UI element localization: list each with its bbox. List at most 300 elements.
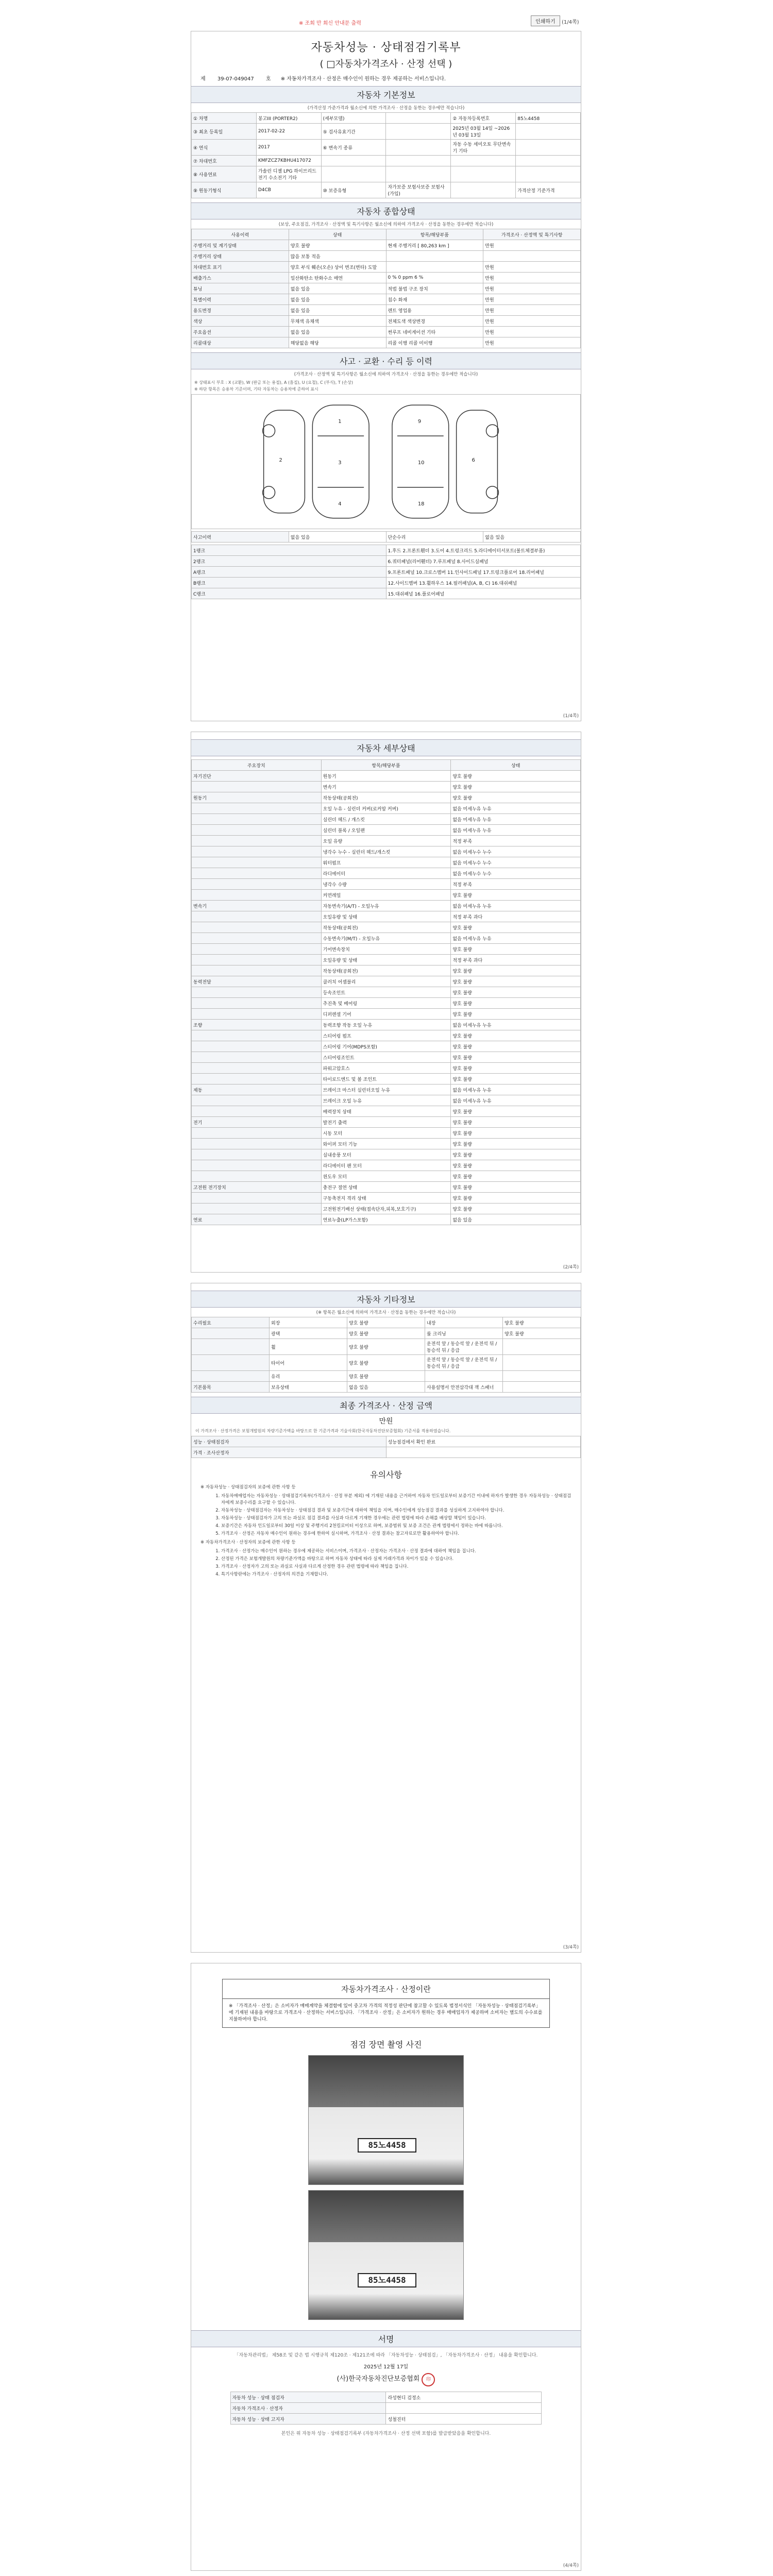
device-label (192, 1030, 322, 1041)
item-label: 외장 (270, 1317, 347, 1328)
device-label (192, 890, 322, 901)
field-value (386, 113, 451, 124)
device-label: 자기진단 (192, 771, 322, 782)
part-label: 냉각수 누수 - 실린더 헤드/개스킷 (321, 846, 451, 857)
status-value: 양호 불량 (451, 965, 581, 976)
status-value: 양호 불량 (451, 987, 581, 998)
column-header: 상태 (451, 760, 581, 771)
table-row (192, 998, 581, 1009)
notice-subtitle-1: ※ 자동차성능 · 상태점검자의 보증에 관한 사항 등 (200, 1485, 296, 1490)
status-value: 양호 불량 (289, 240, 386, 251)
table-row (192, 578, 581, 588)
part-label: 윈도우 모터 (321, 1171, 451, 1182)
table-row (192, 567, 581, 578)
svg-text:3: 3 (338, 460, 342, 466)
part-detail (386, 262, 483, 273)
svg-text:6: 6 (472, 457, 475, 463)
table-row (192, 987, 581, 998)
table-header-row (192, 229, 581, 240)
field-value: 2017 (256, 140, 321, 156)
device-label (192, 987, 322, 998)
table-row (192, 140, 581, 156)
svg-text:1: 1 (338, 419, 342, 425)
status-value: 없음 있음 (289, 283, 386, 294)
field-value (386, 140, 451, 156)
table-row (192, 1117, 581, 1128)
table-row (192, 1149, 581, 1160)
table-row (192, 1339, 581, 1355)
accident-note: (가격조사 · 산정액 및 특기사항은 월소신에 의하여 가격조사 · 산정을 동한는 경우에만 적습니다) (294, 372, 478, 377)
part-label: 고전원전기배선 상태(접속단자,피복,보호기구) (321, 1204, 451, 1214)
inspection-photo-rear (308, 2190, 464, 2320)
table-row (192, 1436, 581, 1447)
price-note: 만원 (483, 262, 581, 273)
signer-role: 자동차 가격조사 · 산정자 (230, 2403, 386, 2414)
device-label (192, 836, 322, 846)
table-row (192, 556, 581, 567)
status-value: 양호 불량 (451, 1182, 581, 1193)
part-label: 냉각수 수량 (321, 879, 451, 890)
accident-legend: ※ 상태표시 부호 : X (교환), W (판금 또는 용접), A (흠집), U (요철), C (부식), T (손상) (194, 380, 354, 385)
table-row (192, 1382, 581, 1393)
part-label: 구동축전지 격리 상태 (321, 1193, 451, 1204)
notice-item: 5. 가격조사 · 산정은 자동차 매수인이 원하는 경우에 한하여 실시하며, 가격조사 · 산정 결과는 참고자료로만 활용하여야 합니다. (221, 1531, 572, 1537)
notice-item: 2. 자동차성능 · 상태점검자는 자동차성능 · 상태점검 결과 및 보증기간에 대하여 책임을 지며, 매수인에게 성능점검 결과를 성실하게 고지하여야 합니다. (221, 1507, 572, 1514)
repair-value: 없음 있음 (483, 532, 581, 543)
rank-label: B랭크 (192, 578, 386, 588)
status-value: 없음 미세누수 누수 (451, 868, 581, 879)
part-label: 추진축 및 베어링 (321, 998, 451, 1009)
person-value (386, 1447, 581, 1458)
status-value: 없음 미세누수 누수 (451, 846, 581, 857)
info-box-body: ※ 「가격조사 · 산정」은 소비자가 매매계약을 체결함에 있어 중고차 가격의 적정성 판단에 참고할 수 있도록 법정서식인 「자동차성능 · 상태점검기록부」에 기재된 내용을 바탕으로 가격조사 · 산정하는 서비스입니다. 「가격조사 · 산정」은 소비자가 원하는 경우 매매업자가 제공하며 소비자는 별도의 수수료를 지불하여야 합니다. (222, 1999, 550, 2028)
field-value: 자가보증 보험사보증 보험사(가입) (386, 182, 451, 198)
field-label (451, 156, 516, 166)
field-label: 자동 수동 세미오토 무단변속기 기타 (451, 140, 516, 156)
device-label: 고전원 전기장치 (192, 1182, 322, 1193)
table-row (192, 1030, 581, 1041)
device-label: 연료 (192, 1214, 322, 1225)
table-row (192, 588, 581, 599)
item-label: 차대번호 표기 (192, 262, 289, 273)
status-value: 없음 미세누유 누유 (451, 1095, 581, 1106)
device-label (192, 1204, 322, 1214)
device-label (192, 911, 322, 922)
device-label (192, 782, 322, 792)
status-value: 양호 불량 (451, 1063, 581, 1074)
table-row (192, 124, 581, 140)
item-label: 특별이력 (192, 294, 289, 305)
item-label: 광택 (270, 1328, 347, 1339)
item-label: 배출가스 (192, 273, 289, 283)
table-row (192, 294, 581, 305)
table-row (192, 1128, 581, 1139)
page-2 (191, 732, 581, 1273)
table-row (192, 113, 581, 124)
part-detail: 렌트 영업용 (386, 305, 483, 316)
status-value: 양호 부식 훼손(오손) 상이 변조(변타) 도말 (289, 262, 386, 273)
notice-title: 유의사항 (370, 1470, 402, 1480)
table-row (192, 868, 581, 879)
table-row (192, 1193, 581, 1204)
part-label: 커먼레일 (321, 890, 451, 901)
page-number: (1/4쪽) (563, 714, 579, 719)
accident-legend-2: ※ 하단 항목은 승용차 기준이며, 기타 자동차는 승용차에 준하여 표시 (194, 387, 318, 392)
notice-item: 1. 자동차매매업자는 자동차성능 · 상태점검기록부(가격조사 · 산정 부분 제외) 에 기재된 내용을 근거하여 자동차 인도일로부터 보증기간 이내에 하자가 발생한 경우 자동차성능 · 상태점검자에게 보증수리를 요구할 수 있습니다. (221, 1493, 572, 1506)
status-value: 양호 불량 (451, 771, 581, 782)
status-value: 양호 불량 (347, 1371, 425, 1382)
part-detail: 전체도색 색상변경 (386, 316, 483, 327)
issuer-company: (사)한국자동차진단보증협회 印 (194, 2373, 578, 2386)
status-value: 적정 부족 (451, 836, 581, 846)
part-label: 라디에이터 (321, 868, 451, 879)
status-value: 없음 있음 (347, 1382, 425, 1393)
signer-role: 자동차 성능 · 상태 고지자 (230, 2414, 386, 2425)
device-label (192, 933, 322, 944)
basic-info-note: (가격산정 가준가격과 월소신에 의한 가격조사 · 산정을 동한는 경우에만 적습니다) (307, 106, 465, 111)
page-1 (191, 31, 581, 721)
table-row (192, 1084, 581, 1095)
item-label: 운전석 앞 / 동승석 앞 / 운전석 뒤 / 동승석 뒤 / 응급 (425, 1339, 503, 1355)
signer-role: 자동차 성능 · 상태 점검자 (230, 2392, 386, 2403)
item-label: 용도변경 (192, 305, 289, 316)
item-label: 색상 (192, 316, 289, 327)
table-row (192, 965, 581, 976)
table-row (192, 1171, 581, 1182)
detail-title: 자동차 세부상태 (191, 739, 581, 756)
status-value: 양호 불량 (451, 1193, 581, 1204)
part-label: 자동변속기(A/T) - 오일누유 (321, 901, 451, 911)
part-label: 발전기 출력 (321, 1117, 451, 1128)
part-label: 동력조향 작동 오일 누유 (321, 1020, 451, 1030)
status-value (503, 1355, 581, 1371)
part-label: 실내송풍 모터 (321, 1149, 451, 1160)
print-button[interactable]: 인쇄하기 (531, 15, 560, 26)
field-value: 2017-02-22 (256, 124, 321, 140)
table-row (192, 251, 581, 262)
status-value (503, 1382, 581, 1393)
table-header-row (192, 760, 581, 771)
field-value: 봉고III (PORTER2) (256, 113, 321, 124)
table-row (192, 273, 581, 283)
status-value: 없음 미세누유 누유 (451, 825, 581, 836)
table-row (192, 262, 581, 273)
table-row (192, 1095, 581, 1106)
top-toolbar (191, 0, 581, 30)
group-label (192, 1339, 270, 1355)
status-note: (보상, 주요점검, 가격조사 · 산정액 및 특기사항은 월소신에 의하여 가격조사 · 산정을 동한는 경우에만 적습니다) (278, 222, 494, 227)
item-label: 운전석 앞 / 동승석 앞 / 운전석 뒤 / 동승석 뒤 / 응급 (425, 1355, 503, 1371)
page-number: (2/4쪽) (563, 1265, 579, 1270)
status-value: 양호 불량 (347, 1328, 425, 1339)
table-row (192, 327, 581, 337)
final-price-value: 만원 (379, 1417, 393, 1426)
table-row (192, 156, 581, 166)
notice-list-1 (200, 1493, 572, 1537)
field-label: ⑨ 원동기형식 (192, 182, 257, 198)
status-title: 자동차 종합상태 (191, 202, 581, 219)
device-label: 변속기 (192, 901, 322, 911)
device-label (192, 955, 322, 965)
item-label: 주행거리 상태 (192, 251, 289, 262)
device-label: 제동 (192, 1084, 322, 1095)
field-label: ⑦ 차대번호 (192, 156, 257, 166)
part-label: 수동변속기(M/T) - 오일누유 (321, 933, 451, 944)
status-value: 양호 불량 (451, 1149, 581, 1160)
document-title: 자동차성능 · 상태점검기록부 (311, 41, 461, 54)
status-value: 양호 불량 (451, 1106, 581, 1117)
part-label: 작동상태(공회전) (321, 792, 451, 803)
status-value: 양호 불량 (451, 922, 581, 933)
column-header: 항목/해당부품 (386, 229, 483, 240)
status-value: 양호 불량 (451, 1204, 581, 1214)
svg-text:18: 18 (417, 501, 425, 507)
accident-title: 사고 · 교환 · 수리 등 이력 (191, 352, 581, 369)
table-row (192, 545, 581, 556)
page-number: (3/4쪽) (563, 1945, 579, 1950)
table-row (192, 1328, 581, 1339)
device-label (192, 965, 322, 976)
table-row (192, 316, 581, 327)
item-label: 주행거리 및 계기상태 (192, 240, 289, 251)
part-label: 오일유량 및 상태 (321, 911, 451, 922)
price-note: 만원 (483, 337, 581, 348)
issue-date: 2025년 12월 17일 (363, 2364, 409, 2370)
table-row (230, 2403, 542, 2414)
status-value: 양호 불량 (451, 1117, 581, 1128)
table-row (192, 1355, 581, 1371)
part-label: 실린더 블록 / 오일팬 (321, 825, 451, 836)
status-value: 양호 불량 (451, 1171, 581, 1182)
field-label: ⑤ 검사유효기간 (321, 124, 386, 140)
status-value: 양호 불량 (451, 782, 581, 792)
device-label (192, 1063, 322, 1074)
device-label (192, 1106, 322, 1117)
notice-item: 4. 특기사항란에는 가격조사 · 산정자의 의견을 기재합니다. (221, 1571, 572, 1578)
field-label: ③ 최초 등록일 (192, 124, 257, 140)
group-label (192, 1328, 270, 1339)
status-value: 양호 불량 (451, 944, 581, 955)
table-row (192, 911, 581, 922)
part-label: 파워고압호스 (321, 1063, 451, 1074)
svg-text:10: 10 (417, 460, 425, 466)
device-label (192, 1193, 322, 1204)
notice-item: 3. 자동차성능 · 상태점검자가 고의 또는 과실로 점검 결과를 사실과 다르게 기재한 경우에는 관련 법령에 따라 손해를 배상할 책임이 있습니다. (221, 1515, 572, 1522)
repair-label: 단순수리 (386, 532, 483, 543)
final-price-title: 최종 가격조사 · 산정 금액 (191, 1397, 581, 1414)
group-label (192, 1371, 270, 1382)
status-value: 양호 불량 (451, 1009, 581, 1020)
table-row (192, 1317, 581, 1328)
signer-name: 라성현디 검정소 (386, 2392, 542, 2403)
part-label: 스티어링조인트 (321, 1052, 451, 1063)
svg-text:4: 4 (338, 501, 342, 507)
price-note (483, 251, 581, 262)
status-table (191, 229, 581, 348)
field-label (451, 182, 516, 198)
table-row (192, 782, 581, 792)
part-label: 워터펌프 (321, 857, 451, 868)
part-label: 변속기 (321, 782, 451, 792)
field-value (386, 166, 451, 182)
license-plate: 85노4458 (358, 2138, 416, 2153)
price-note: 만원 (483, 316, 581, 327)
table-row (192, 836, 581, 846)
table-row (192, 922, 581, 933)
table-row (230, 2414, 542, 2425)
rank-parts: 12.사이드멤버 13.휠하우스 14.필러패널(A, B, C) 16.대쉬패널 (386, 578, 581, 588)
table-row (192, 792, 581, 803)
status-value: 없음 있음 (451, 1214, 581, 1225)
accident-table (191, 531, 581, 543)
column-header: 가격조사 · 산정액 및 특기사항 (483, 229, 581, 240)
table-row (192, 771, 581, 782)
table-row (192, 944, 581, 955)
basic-info-title: 자동차 기본정보 (191, 86, 581, 103)
price-note: 만원 (483, 327, 581, 337)
device-label (192, 1041, 322, 1052)
table-row (192, 901, 581, 911)
svg-text:2: 2 (279, 457, 282, 463)
field-value (516, 156, 581, 166)
part-detail (386, 251, 483, 262)
history-label: 사고이력 (192, 532, 289, 543)
table-row (192, 240, 581, 251)
status-value: 양호 불량 (503, 1317, 581, 1328)
field-label: ④ 연식 (192, 140, 257, 156)
device-label (192, 857, 322, 868)
part-detail: 적법 불법 구조 장치 (386, 283, 483, 294)
status-value: 양호 불량 (347, 1317, 425, 1328)
table-row (192, 1214, 581, 1225)
signer-name (386, 2403, 542, 2414)
device-label (192, 879, 322, 890)
device-label (192, 868, 322, 879)
item-label: 사용설명서 안전삼각대 잭 스패너 (425, 1382, 503, 1393)
part-label: 타이로드엔드 및 볼 조인트 (321, 1074, 451, 1084)
device-label (192, 944, 322, 955)
part-label: 브레이크 오일 누유 (321, 1095, 451, 1106)
status-value: 적정 부족 과다 (451, 911, 581, 922)
detail-table (191, 759, 581, 1225)
table-row (192, 825, 581, 836)
final-price-note: 이 가격조사 · 산정가격은 보험개발원의 차량기준가액을 바탕으로 한 기준가격과 기술사회(한국자동차진단보증협회) 기준서를 적용하였습니다. (195, 1429, 451, 1433)
price-note: 만원 (483, 273, 581, 283)
device-label (192, 1139, 322, 1149)
column-header: 상태 (289, 229, 386, 240)
person-label: 성능 · 상태점검자 (192, 1436, 386, 1447)
status-value: 양호 불량 (451, 976, 581, 987)
table-row (192, 890, 581, 901)
opinion-table (191, 1436, 581, 1458)
table-row (192, 182, 581, 198)
device-label (192, 922, 322, 933)
status-value: 양호 불량 (451, 998, 581, 1009)
item-label: 내장 (425, 1317, 503, 1328)
status-value: 적정 부족 (451, 879, 581, 890)
page-4 (191, 1963, 581, 2571)
device-label: 원동기 (192, 792, 322, 803)
table-row (192, 1182, 581, 1193)
field-label (451, 166, 516, 182)
person-value: 성능점검에서 확인 완료 (386, 1436, 581, 1447)
rank-parts: 1.후드 2.프론트휀더 3.도어 4.트렁크리드 5.라디에이터서포트(볼트체결부품) (386, 545, 581, 556)
item-label (425, 1371, 503, 1382)
person-label: 가격 · 조사산정자 (192, 1447, 386, 1458)
other-info-note: (※ 항목은 월소신에 의하여 가격조사 · 산정을 동한는 경우에만 적습니다) (316, 1310, 456, 1315)
status-value: 없음 미세누유 누유 (451, 814, 581, 825)
part-label: 기어변속장치 (321, 944, 451, 955)
part-label: 작동상태(공회전) (321, 965, 451, 976)
part-detail: 현재 주행거리 [ 80,263 km ] (386, 240, 483, 251)
table-row (192, 1447, 581, 1458)
part-label: 등속조인트 (321, 987, 451, 998)
table-row (192, 1160, 581, 1171)
table-row (192, 879, 581, 890)
field-label: ⑧ 사용연료 (192, 166, 257, 182)
table-row (192, 166, 581, 182)
item-label: 룸 크리닝 (425, 1328, 503, 1339)
table-row (192, 955, 581, 965)
status-value: 양호 불량 (347, 1339, 425, 1355)
part-label: 브레이크 마스터 실린더오일 누유 (321, 1084, 451, 1095)
group-label (192, 1355, 270, 1371)
table-row (192, 1106, 581, 1117)
car-outline-svg (192, 395, 580, 529)
table-row (192, 532, 581, 543)
status-value: 양호 불량 (451, 1128, 581, 1139)
notice-text: ※ 조회 만 회신 안내문 출력 (299, 21, 361, 26)
table-row (192, 814, 581, 825)
status-value: 해당없음 해당 (289, 337, 386, 348)
status-value: 일산화탄소 탄화수소 매연 (289, 273, 386, 283)
column-header: 항목/해당부품 (321, 760, 451, 771)
status-value: 없음 있음 (289, 327, 386, 337)
part-label: 충전구 절연 상태 (321, 1182, 451, 1193)
table-row (192, 803, 581, 814)
device-label: 동력전달 (192, 976, 322, 987)
status-value: 없음 미세누수 누수 (451, 857, 581, 868)
table-row (192, 1139, 581, 1149)
device-label (192, 803, 322, 814)
status-value: 없음 미세누유 누유 (451, 933, 581, 944)
device-label: 전기 (192, 1117, 322, 1128)
field-value (386, 156, 451, 166)
table-row (192, 857, 581, 868)
item-label: 리콜대상 (192, 337, 289, 348)
status-value: 없음 있음 (289, 305, 386, 316)
inspection-photo-front (308, 2055, 464, 2185)
status-value: 무채색 유채색 (289, 316, 386, 327)
status-value (503, 1371, 581, 1382)
part-label: 시동 모터 (321, 1128, 451, 1139)
price-note: 만원 (483, 294, 581, 305)
part-label: 클러치 어셈블리 (321, 976, 451, 987)
frame-table (191, 545, 581, 599)
field-label: ② 자동차등록번호 (451, 113, 516, 124)
other-info-title: 자동차 기타정보 (191, 1291, 581, 1308)
table-row (192, 305, 581, 316)
part-detail: 침수 화재 (386, 294, 483, 305)
part-label: 오일 유량 (321, 836, 451, 846)
notice-list-2 (200, 1548, 572, 1578)
basic-info-table (191, 112, 581, 198)
field-label: ⑥ 변속기 종류 (321, 140, 386, 156)
field-label (321, 166, 386, 182)
rank-label: A랭크 (192, 567, 386, 578)
info-box-title: 자동차가격조사 · 산정이란 (222, 1979, 550, 1999)
part-label: 라디에이터 팬 모터 (321, 1160, 451, 1171)
